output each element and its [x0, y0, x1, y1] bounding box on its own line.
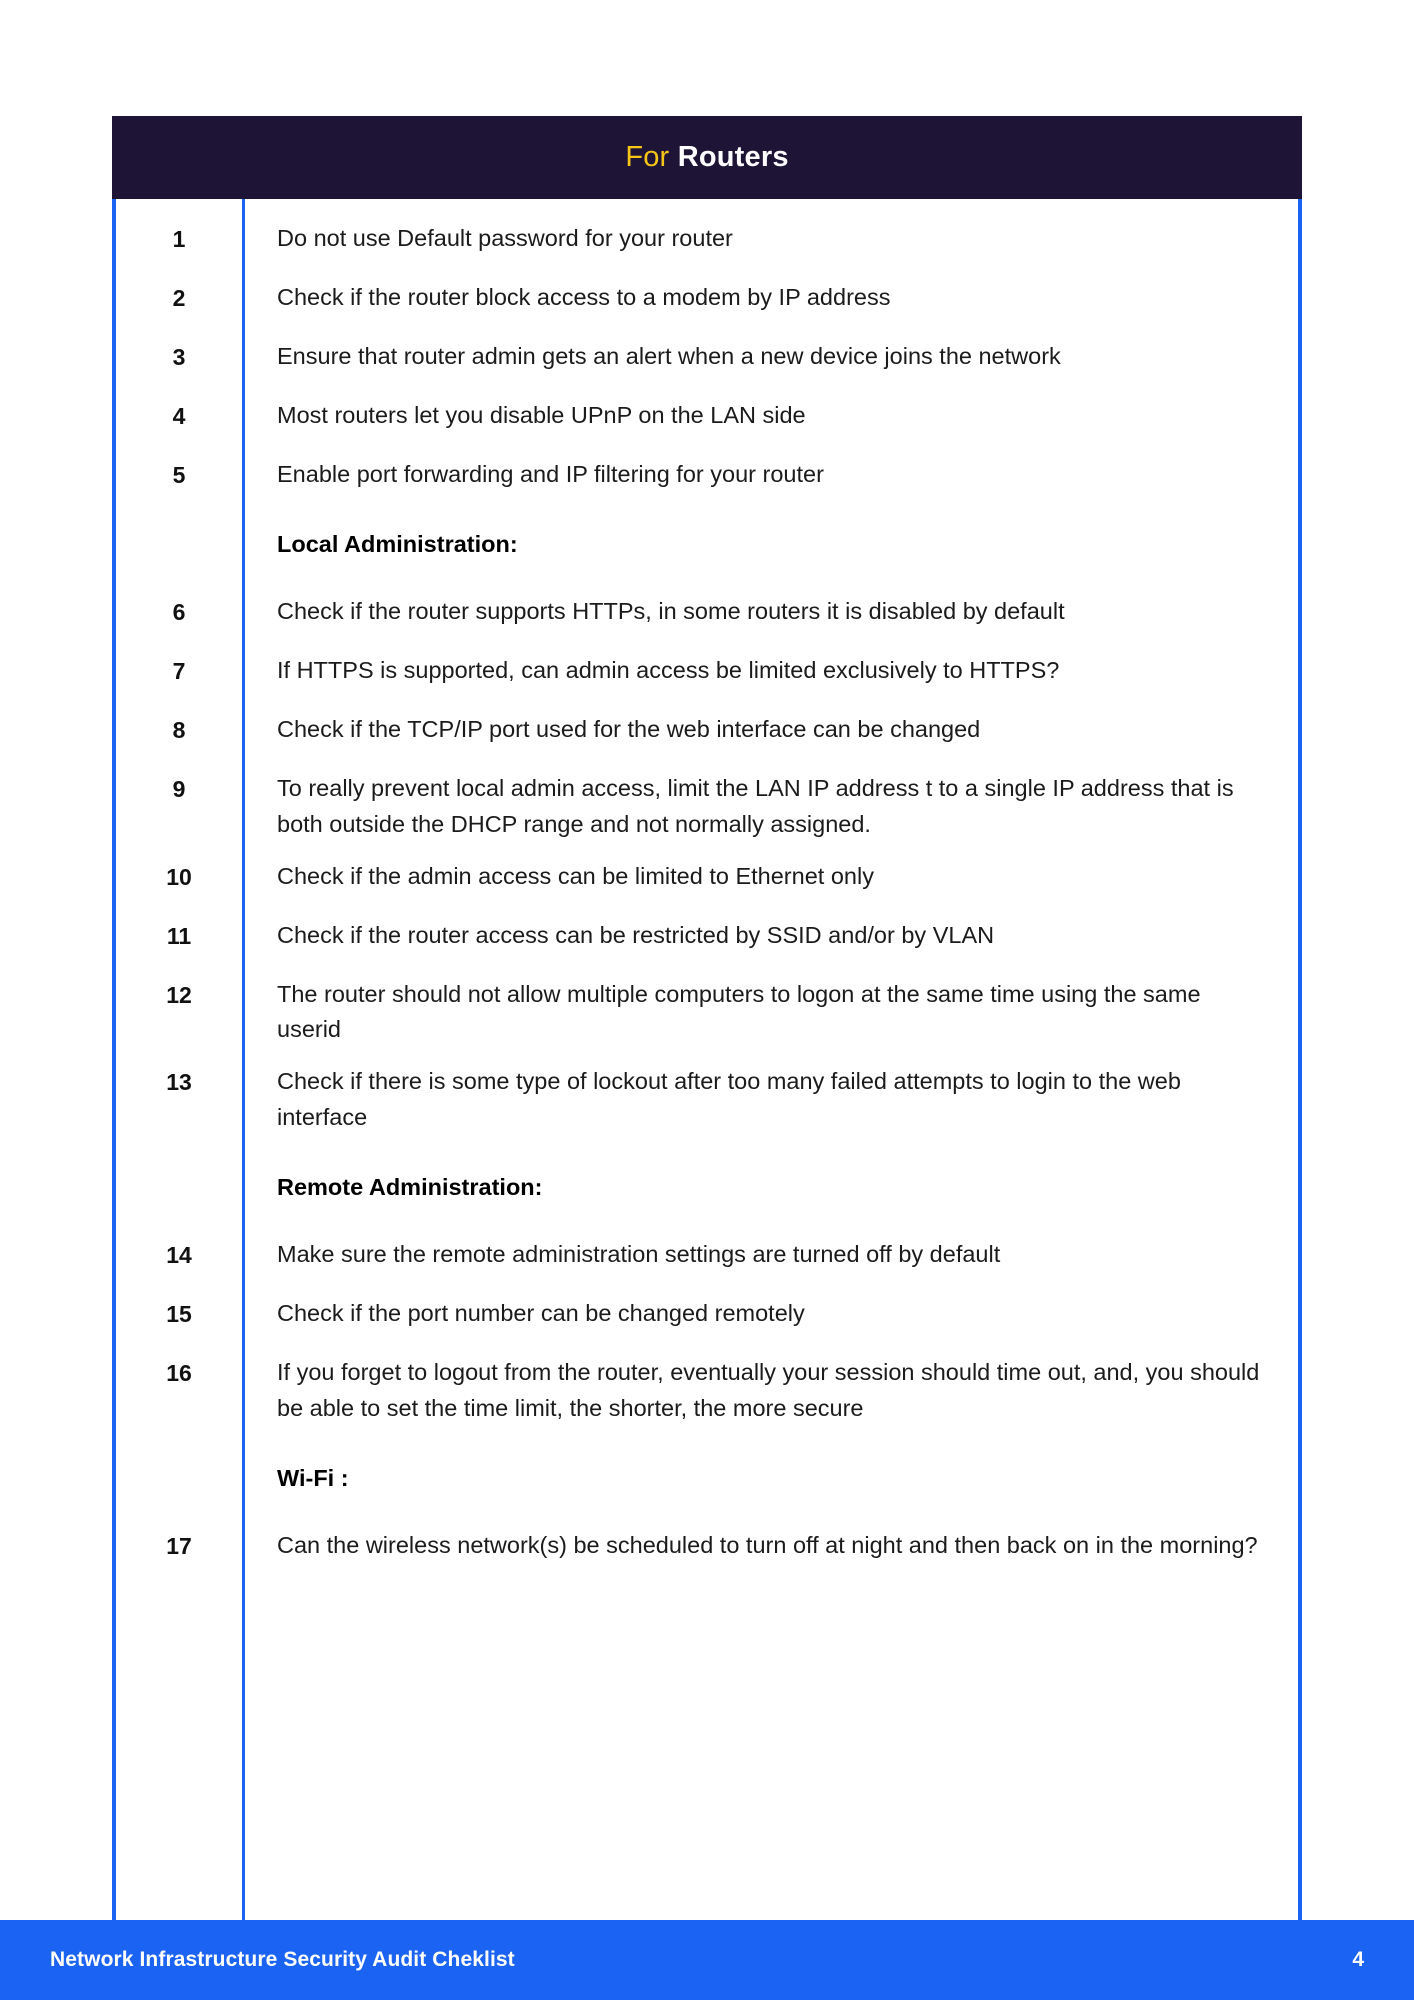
page-title-prefix: For: [625, 141, 670, 173]
row-number: 11: [166, 922, 192, 949]
row-text: Can the wireless network(s) be scheduled to turn off at night and then back on in the morning?: [277, 1532, 1258, 1559]
row-number: 3: [172, 343, 186, 370]
table-row: [116, 280, 1298, 316]
page-title-main: Routers: [677, 141, 789, 173]
row-text: Check if there is some type of lockout after too many failed attempts to login to the web interface: [277, 1068, 1181, 1130]
section-heading-row: [116, 1461, 1298, 1497]
row-number: 16: [166, 1360, 192, 1387]
row-number: 17: [166, 1533, 192, 1560]
section-heading-row: [116, 1170, 1298, 1206]
section-heading-row: [116, 527, 1298, 563]
section-heading-label: Remote Administration:: [277, 1173, 543, 1200]
page-footer: [0, 1920, 1414, 2000]
table-row: [116, 771, 1298, 842]
row-number: [116, 1170, 242, 1171]
table-row: [116, 1237, 1298, 1273]
table-row: [116, 653, 1298, 689]
row-text: Make sure the remote administration settings are turned off by default: [277, 1241, 1001, 1268]
table-row: [116, 1355, 1298, 1426]
table-row: [116, 918, 1298, 954]
row-number: [116, 527, 242, 528]
checklist-table-body: [112, 199, 1302, 1920]
row-text: Check if the port number can be changed remotely: [277, 1300, 805, 1327]
row-number: 4: [172, 402, 186, 429]
row-text: Ensure that router admin gets an alert when a new device joins the network: [277, 342, 1061, 369]
section-heading-label: Local Administration:: [277, 530, 518, 557]
table-row: [116, 977, 1298, 1048]
row-text: The router should not allow multiple computers to logon at the same time using the same userid: [277, 980, 1201, 1043]
table-row: [116, 398, 1298, 434]
row-text: Check if the admin access can be limited to Ethernet only: [277, 862, 874, 889]
row-text: If HTTPS is supported, can admin access be limited exclusively to HTTPS?: [277, 657, 1060, 684]
table-row: [116, 1296, 1298, 1332]
table-row: [116, 712, 1298, 748]
row-text: Do not use Default password for your router: [277, 225, 733, 251]
row-text: To really prevent local admin access, limit the LAN IP address t to a single IP address that is both outside the DHCP range and not normally assigned.: [277, 775, 1234, 838]
row-number: 6: [172, 599, 186, 626]
row-text: Check if the router block access to a modem by IP address: [277, 283, 891, 310]
footer-page-number: 4: [1352, 1948, 1364, 1971]
table-row: [116, 859, 1298, 895]
row-number: 5: [172, 461, 186, 488]
row-number: 10: [166, 863, 192, 890]
row-text: Enable port forwarding and IP filtering for your router: [277, 460, 824, 487]
row-text: Check if the router access can be restricted by SSID and/or by VLAN: [277, 921, 995, 948]
table-row: [116, 221, 1298, 257]
row-number: 14: [166, 1242, 192, 1269]
row-number: 13: [166, 1069, 192, 1096]
row-text: Check if the router supports HTTPs, in some routers it is disabled by default: [277, 598, 1065, 625]
table-header-bar: [112, 116, 1302, 199]
row-text: Most routers let you disable UPnP on the LAN side: [277, 401, 806, 428]
row-number: 12: [166, 981, 192, 1008]
table-row: [116, 1064, 1298, 1135]
page-title: [625, 143, 788, 172]
table-row: [116, 594, 1298, 630]
row-number: 9: [172, 776, 186, 803]
footer-document-title: Network Infrastructure Security Audit Cheklist: [50, 1948, 515, 1971]
row-number: 7: [172, 658, 186, 685]
row-text: If you forget to logout from the router, eventually your session should time out, and, you should be able to set the time limit, the shorter, the more secure: [277, 1359, 1260, 1421]
section-heading-label: Wi-Fi :: [277, 1464, 349, 1491]
checklist-rows: [116, 199, 1298, 1587]
row-text: Check if the TCP/IP port used for the web interface can be changed: [277, 716, 981, 743]
table-row: [116, 339, 1298, 375]
row-number: 1: [172, 226, 186, 252]
row-number: 2: [172, 284, 186, 311]
table-row: [116, 1528, 1298, 1564]
row-number: [116, 1461, 242, 1462]
table-row: [116, 457, 1298, 493]
checklist-table: [112, 116, 1302, 1920]
row-number: 15: [166, 1301, 192, 1328]
row-number: 8: [172, 717, 186, 744]
